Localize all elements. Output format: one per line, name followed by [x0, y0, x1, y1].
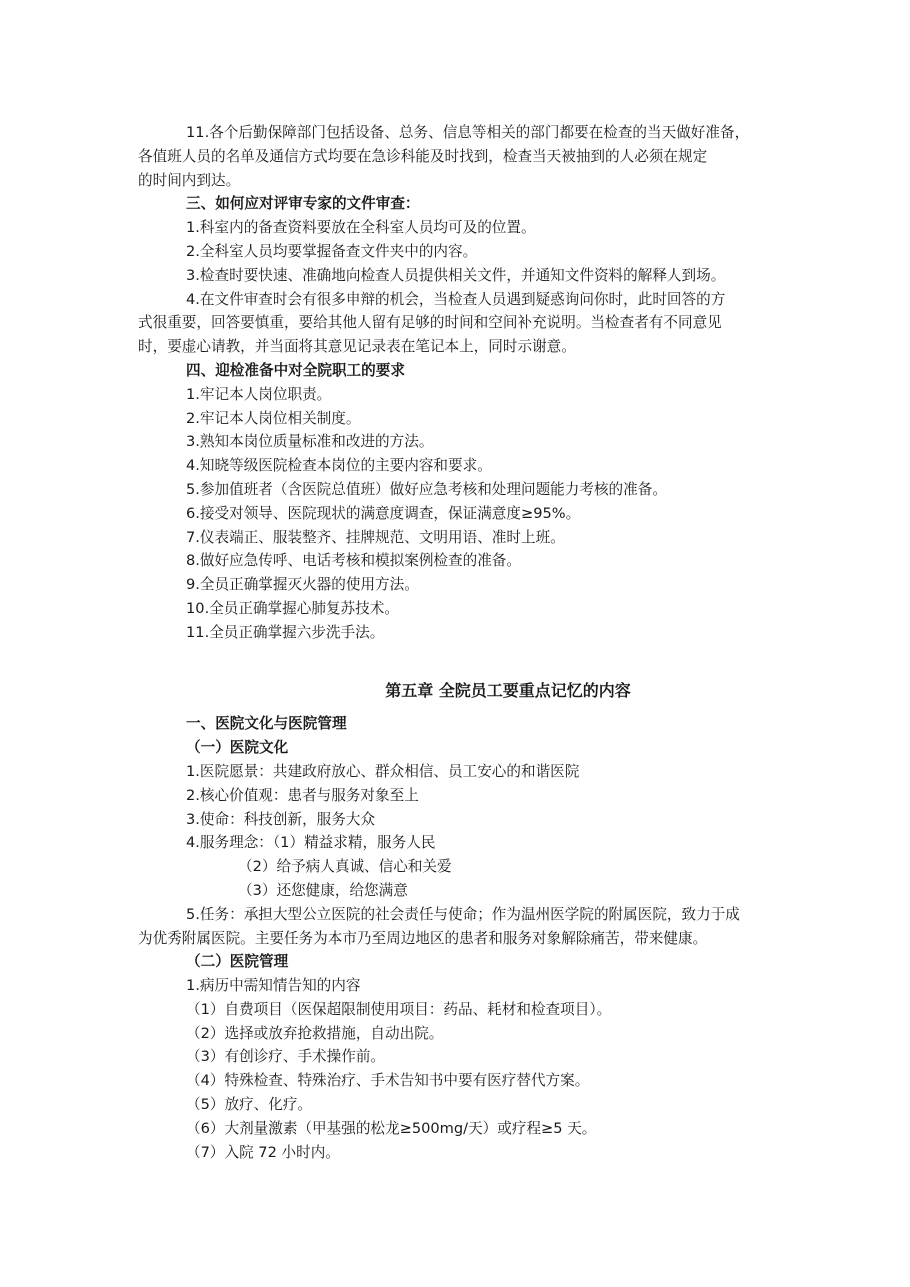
list-item: （4）特殊检查、特殊治疗、手术告知书中要有医疗替代方案。 [186, 1072, 590, 1090]
paragraph-line: 时，要虚心请教，并当面将其意见记录表在笔记本上，同时示谢意。 [138, 338, 576, 356]
list-item: 3.熟知本岗位质量标准和改进的方法。 [186, 433, 434, 451]
subsection-heading: （二）医院管理 [186, 953, 289, 971]
list-item: 4.知晓等级医院检查本岗位的主要内容和要求。 [186, 457, 492, 475]
paragraph-line: 为优秀附属医院。主要任务为本市乃至周边地区的患者和服务对象解除痛苦，带来健康。 [138, 929, 708, 947]
list-item: 9.全员正确掌握灭火器的使用方法。 [186, 576, 419, 594]
list-item: 1.科室内的备查资料要放在全科室人员均可及的位置。 [186, 219, 536, 237]
list-item: 10.全员正确掌握心肺复苏技术。 [186, 599, 399, 617]
list-item: 3.检查时要快速、准确地向检查人员提供相关文件，并通知文件资料的解释人到场。 [186, 266, 726, 284]
section-heading: 四、迎检准备中对全院职工的要求 [186, 361, 405, 379]
list-item: （2）给予病人真诚、信心和关爱 [238, 858, 452, 876]
list-item: （3）还您健康，给您满意 [238, 881, 408, 899]
list-item: 7.仪表端正、服装整齐、挂牌规范、文明用语、准时上班。 [186, 528, 565, 546]
document-body [138, 121, 778, 1164]
section-heading: 三、如何应对评审专家的文件审查： [186, 195, 420, 213]
list-item: （6）大剂量激素（甲基强的松龙≥500mg/天）或疗程≥5 天。 [186, 1119, 597, 1137]
list-item: （2）选择或放弃抢救措施，自动出院。 [186, 1024, 444, 1042]
list-item: 11.全员正确掌握六步洗手法。 [186, 623, 385, 641]
paragraph-line: 的时间内到达。 [138, 171, 241, 189]
list-item: 3.使命：科技创新，服务大众 [186, 810, 376, 828]
paragraph-line: 式很重要，回答要慎重，要给其他人留有足够的时间和空间补充说明。当检查者有不同意见 [138, 314, 722, 332]
paragraph-line: 11.各个后勤保障部门包括设备、总务、信息等相关的部门都要在检查的当天做好准备， [186, 124, 750, 141]
list-item: 5.参加值班者（含医院总值班）做好应急考核和处理问题能力考核的准备。 [186, 480, 667, 498]
list-item: 8.做好应急传呼、电话考核和模拟案例检查的准备。 [186, 552, 521, 570]
chapter-title: 第五章 全院员工要重点记忆的内容 [385, 680, 631, 700]
section-heading: 一、医院文化与医院管理 [186, 715, 347, 733]
list-item: （1）自费项目（医保超限制使用项目：药品、耗材和检查项目）。 [186, 1000, 612, 1018]
list-item: （3）有创诊疗、手术操作前。 [186, 1048, 386, 1066]
list-item: 1.病历中需知情告知的内容 [186, 977, 361, 995]
list-item: 4.服务理念：（1）精益求精，服务人民 [186, 834, 436, 852]
paragraph-line: 各值班人员的名单及通信方式均要在急诊科能及时找到，检查当天被抽到的人必须在规定 [138, 147, 708, 165]
list-item: 2.核心价值观：患者与服务对象至上 [186, 786, 419, 804]
list-item: （5）放疗、化疗。 [186, 1096, 313, 1114]
list-item: 1.医院愿景：共建政府放心、群众相信、员工安心的和谐医院 [186, 762, 580, 780]
list-item: 2.全科室人员均要掌握备查文件夹中的内容。 [186, 242, 478, 260]
paragraph-line: 5.任务：承担大型公立医院的社会责任与使命；作为温州医学院的附属医院，致力于成 [186, 905, 740, 923]
list-item: （7）入院 72 小时内。 [186, 1143, 340, 1161]
paragraph-line: 4.在文件审查时会有很多申辩的机会，当检查人员遇到疑惑询问你时，此时回答的方 [186, 290, 726, 308]
subsection-heading: （一）医院文化 [186, 739, 289, 757]
list-item: 2.牢记本人岗位相关制度。 [186, 409, 361, 427]
list-item: 1.牢记本人岗位职责。 [186, 385, 332, 403]
list-item: 6.接受对领导、医院现状的满意度调查，保证满意度≥95%。 [186, 504, 581, 522]
